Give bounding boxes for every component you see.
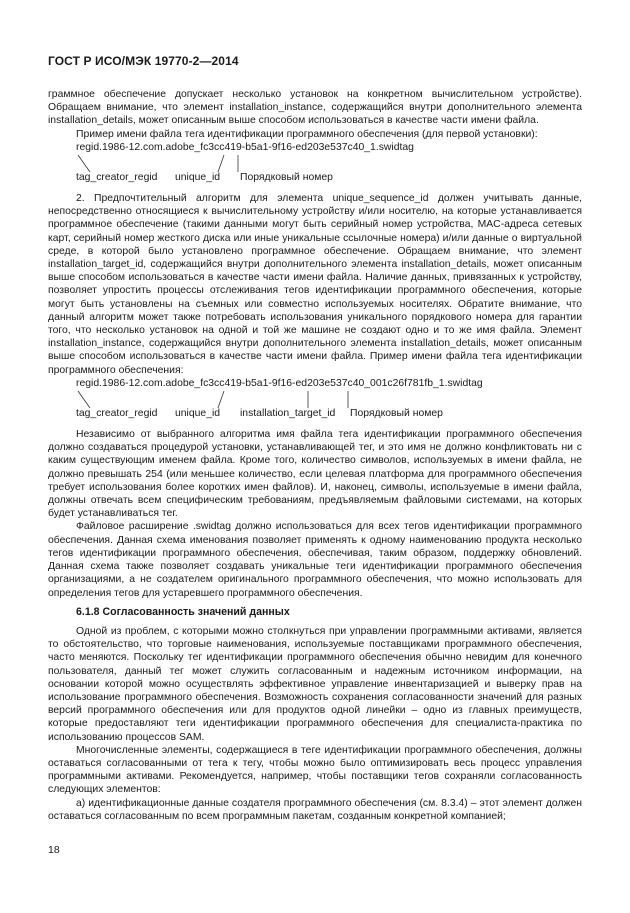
label-unique-id: unique_id bbox=[175, 408, 221, 420]
label-sequence-number: Порядковый номер bbox=[240, 172, 333, 184]
example-1-annotation bbox=[48, 154, 582, 192]
leader-line-creator bbox=[78, 391, 90, 408]
label-tag-creator-regid: tag_creator_regid bbox=[76, 172, 158, 184]
example-2-filename: regid.1986-12.com.adobe_fc3cc419-b5a1-9f16-ed203e537c40_001c26f781fb_1.swidtag bbox=[76, 377, 483, 389]
section-heading: 6.1.8 Согласованность значений данных bbox=[76, 605, 290, 618]
document-body bbox=[48, 88, 582, 823]
page-number: 18 bbox=[48, 844, 60, 856]
page-header: ГОСТ Р ИСО/МЭК 19770-2—2014 bbox=[48, 54, 239, 68]
example-1-filename: regid.1986-12.com.adobe_fc3cc419-b5a1-9f16-ed203e537c40_1.swidtag bbox=[76, 141, 414, 153]
paragraph-6: Многочисленные элементы, содержащиеся в теге идентификации программного обеспечения, должны оставаться согласованными от тега к тегу, чтобы можно было оптимизировать весь процесс управления программными активами. Рекомендуется, например, чтобы поставщики тегов сохраняли согласованность следующих элементов: bbox=[48, 744, 582, 796]
leader-line-creator bbox=[78, 155, 90, 172]
label-tag-creator-regid: tag_creator_regid bbox=[76, 408, 158, 420]
label-unique-id: unique_id bbox=[175, 172, 221, 184]
leader-line-unique-id bbox=[218, 391, 224, 408]
label-installation-target-id: installation_target_id bbox=[240, 408, 336, 420]
paragraph-1: граммное обеспечение допускает несколько установок на конкретном вычислительном устройстве). Обращаем внимание, что элемент installation_instance, содержащийся внутри дополнительного элемента installation_details, может описанным выше способом использоваться в качестве части имени файла. bbox=[48, 89, 582, 127]
list-item-a: а) идентификационные данные создателя программного обеспечения (см. 8.3.4) – этот элемент должен оставаться согласованным по всем программным пакетам, созданным конкретной компанией; bbox=[48, 797, 582, 822]
example-2-annotation bbox=[48, 390, 582, 428]
label-sequence-number: Порядковый номер bbox=[350, 408, 443, 420]
example-1-intro: Пример имени файла тега идентификации программного обеспечения (для первой установки): bbox=[76, 128, 538, 140]
leader-line-unique-id bbox=[218, 155, 224, 172]
paragraph-5: Одной из проблем, с которыми можно столкнуться при управлении программными активами, является то обстоятельство, что торговые наименования, используемые поставщиками программного обеспечения, часто меняются. Поскольку тег идентификации программного обеспечения обычно невидим для конечного пользователя, данный тег может служить согласованным и надежным источником информации, на основании которой можно осуществлять эффективное управление инвентаризацией и выверку прав на использование программного обеспечения. Возможность сохранения согласованности значений для разных версий программного обеспечения или для продуктов одной линейки – одно из главных преимуществ, которые предоставляют теги идентификации программного обеспечения для специалиста-практика по использованию процессов SAM. bbox=[48, 625, 582, 743]
paragraph-3: Независимо от выбранного алгоритма имя файла тега идентификации программного обеспечения должно создаваться процедурой установки, устанавливающей тег, и это имя не должно конфликтовать ни с каким существующим именем файла. Кроме того, количество символов, используемых в имени файла, не должно превышать 254 (или меньшее количество, если целевая платформа для программного обеспечения требует использования более коротких имен файлов). И, наконец, символы, используемые в имени файла, должны отвечать всем специфическим требованиям, предъявляемым файловыми системами, на которых будет устанавливаться тег. bbox=[48, 429, 582, 520]
paragraph-4: Файловое расширение .swidtag должно использоваться для всех тегов идентификации программного обеспечения. Данная схема именования позволяет применять к одному наименованию продукта несколько тегов идентификации программного обеспечения, обеспечивая, таким образом, поддержку обновлений. Данная схема также позволяет создавать уникальные теги идентификации программного обеспечения организациями, а не создателем оригинального программного обеспечения, что можно использовать для определения тегов для устаревшего программного обеспечения. bbox=[48, 521, 582, 599]
paragraph-2: 2. Предпочтительный алгоритм для элемента unique_sequence_id должен учитывать данные, непосредственно относящиеся к вычислительному устройству и/или носителю, на которые устанавливается программное обеспечение (такими данными могут быть серийный номер устройства, MAC-адреса сетевых карт, серийный номер жесткого диска или иные уникальные ссылочные номера) и/или данные о виртуальной среде, в которой было установлено программное обеспечение. Обращаем внимание, что элемент installation_target_id, содержащийся внутри дополнительного элемента installation_details, может описанным выше способом использоваться в качестве части имени файла. Наличие данных, привязанных к устройству, позволяет упростить процессы отслеживания тегов идентификации программного обеспечения, которые могут быть установлены на съемных или совместно используемых носителях. Обратите внимание, что данный алгоритм может также потребовать использования уникального порядкового номера для гарантии того, что несколько установок на одной и той же машине не создают одно и то же имя файла. Элемент installation_instance, содержащийся внутри дополнительного элемента installation_details, может описанным выше способом использоваться в качестве части имени файла. Пример имени файла тега идентификации программного обеспечения: bbox=[48, 193, 582, 376]
